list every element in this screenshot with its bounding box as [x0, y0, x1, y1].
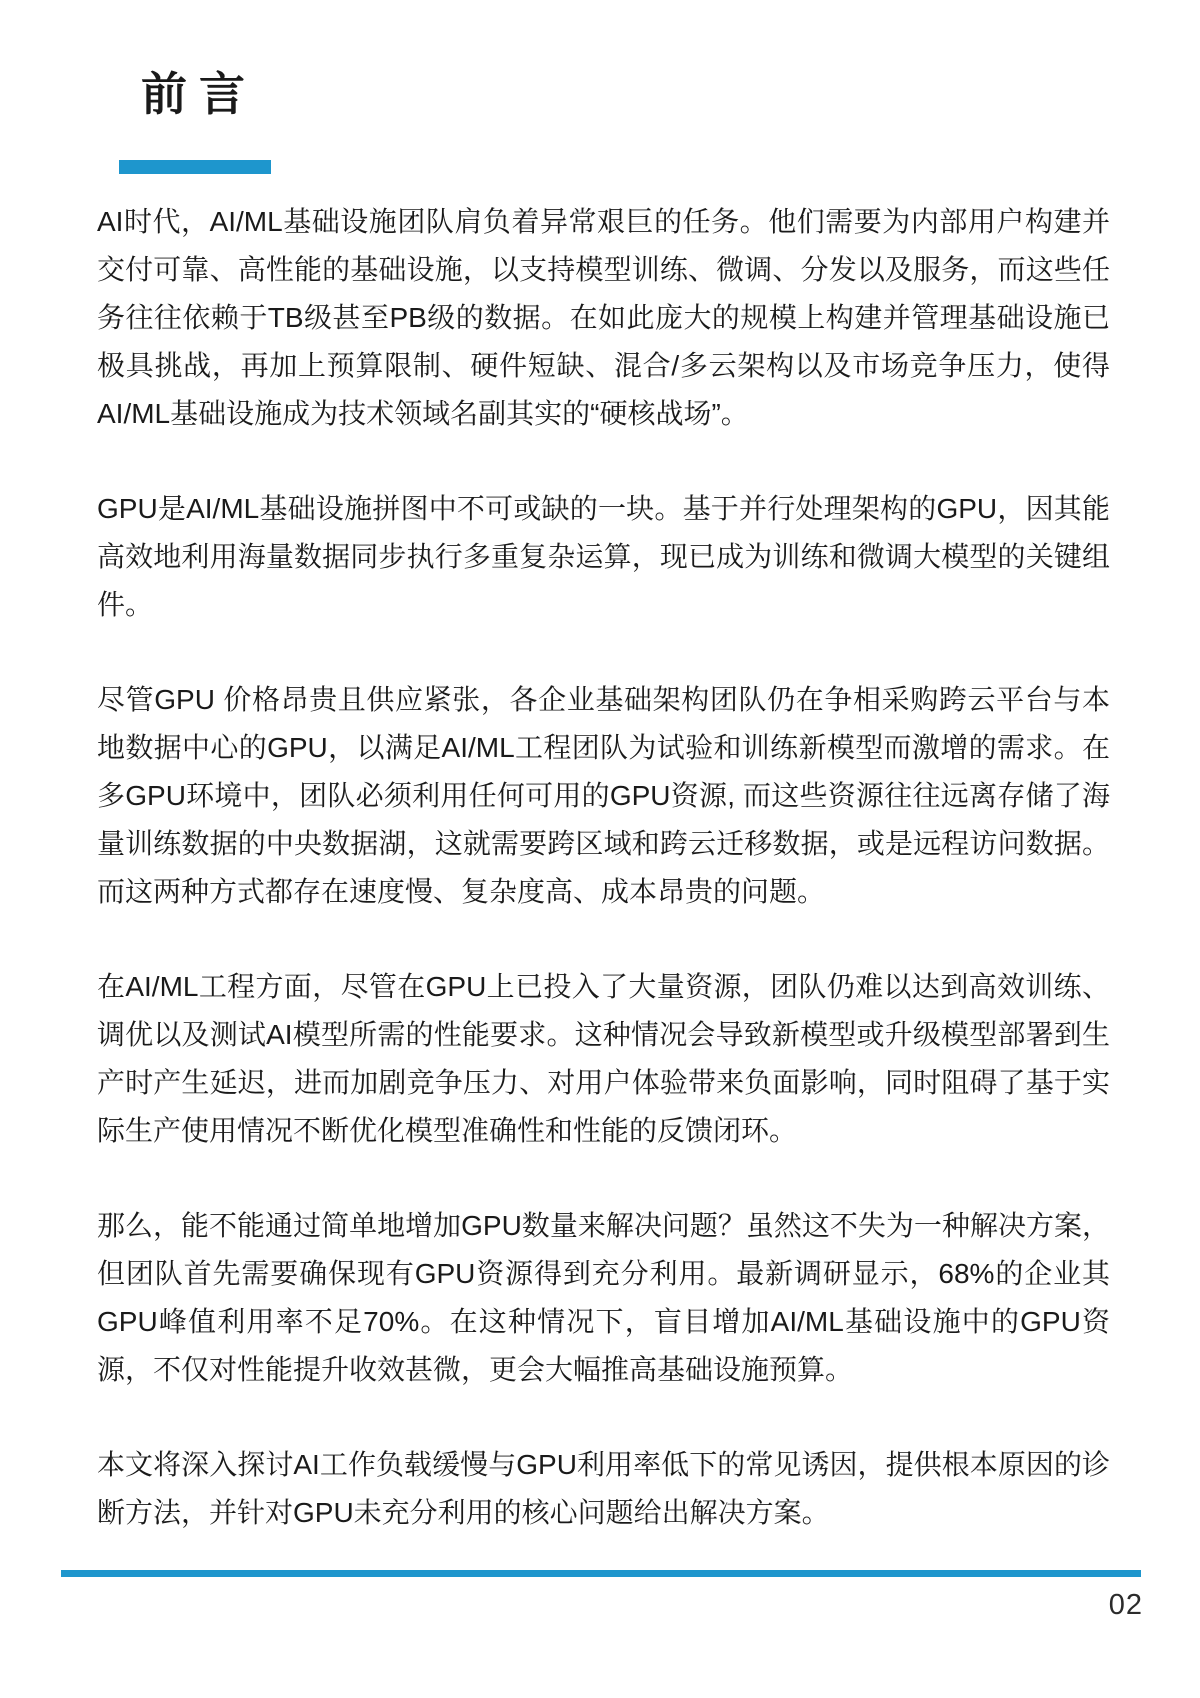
- body-paragraph: 那么，能不能通过简单地增加GPU数量来解决问题？虽然这不失为一种解决方案，但团队首先需要确保现有GPU资源得到充分利用。最新调研显示，68%的企业其GPU峰值利用率不足70%。在这种情况下，盲目增加AI/ML基础设施中的GPU资源，不仅对性能提升收效甚微，更会大幅推高基础设施预算。: [97, 1210, 1110, 1385]
- footer-rule: [61, 1570, 1141, 1577]
- page-header: [0, 0, 1200, 174]
- title-underline-bar: [119, 160, 271, 174]
- page-number: 02: [1108, 1589, 1143, 1621]
- body-paragraph: 在AI/ML工程方面，尽管在GPU上已投入了大量资源，团队仍难以达到高效训练、调优以及测试AI模型所需的性能要求。这种情况会导致新模型或升级模型部署到生产时产生延迟，进而加剧竞争压力、对用户体验带来负面影响，同时阻碍了基于实际生产使用情况不断优化模型准确性和性能的反馈闭环。: [97, 971, 1110, 1146]
- page-title: 前言: [141, 68, 257, 120]
- body-paragraph: 尽管GPU 价格昂贵且供应紧张，各企业基础架构团队仍在争相采购跨云平台与本地数据中心的GPU，以满足AI/ML工程团队为试验和训练新模型而激增的需求。在多GPU环境中，团队必须利用任何可用的GPU资源, 而这些资源往往远离存储了海量训练数据的中央数据湖，这就需要跨区域和跨云迁移数据，或是远程访问数据。而这两种方式都存在速度慢、复杂度高、成本昂贵的问题。: [97, 684, 1110, 907]
- body-text: [0, 174, 1200, 1537]
- body-paragraph: 本文将深入探讨AI工作负载缓慢与GPU利用率低下的常见诱因，提供根本原因的诊断方法，并针对GPU未充分利用的核心问题给出解决方案。: [97, 1449, 1110, 1528]
- body-paragraph: GPU是AI/ML基础设施拼图中不可或缺的一块。基于并行处理架构的GPU，因其能高效地利用海量数据同步执行多重复杂运算，现已成为训练和微调大模型的关键组件。: [97, 493, 1110, 620]
- body-paragraph: AI时代，AI/ML基础设施团队肩负着异常艰巨的任务。他们需要为内部用户构建并交付可靠、高性能的基础设施，以支持模型训练、微调、分发以及服务，而这些任务往往依赖于TB级甚至PB级的数据。在如此庞大的规模上构建并管理基础设施已极具挑战，再加上预算限制、硬件短缺、混合/多云架构以及市场竞争压力，使得AI/ML基础设施成为技术领域名副其实的“硬核战场”。: [97, 206, 1110, 429]
